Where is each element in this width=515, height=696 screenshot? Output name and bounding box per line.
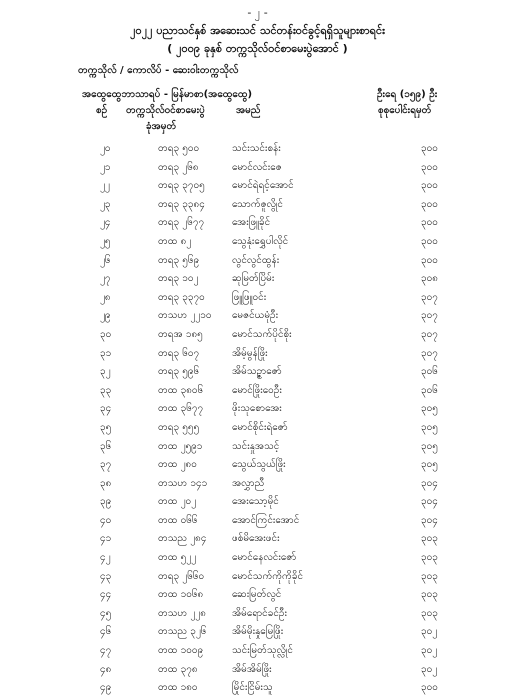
student-name: မောင်နေလင်းဇော်	[232, 552, 297, 564]
exam-code: တသည ၂၈၄	[158, 533, 207, 545]
table-row	[0, 250, 515, 269]
student-name: သွေယ်သွယ်ဖြိုး	[232, 459, 286, 471]
exam-code: တရ၃ ၃၃၇၀	[158, 291, 205, 303]
table-row	[0, 621, 515, 640]
exam-code: တထ ၂၀၂	[158, 496, 197, 508]
table-row	[0, 157, 515, 176]
results-table	[0, 138, 515, 696]
score: ၃၀၃	[421, 607, 438, 619]
row-number: ၃၉	[100, 496, 112, 508]
score: ၃၀၄	[421, 477, 438, 489]
table-row	[0, 343, 515, 362]
table-row	[0, 491, 515, 510]
student-name: အိမ်သဉ္ဇာဇော်	[232, 366, 282, 378]
row-number: ၃၅	[100, 421, 112, 433]
col-header-exam-code: တက္ကသိုလ်ဝင်စာမေးပွဲ	[126, 105, 205, 116]
row-number: ၄၆	[100, 626, 112, 638]
row-number: ၃၈	[100, 477, 112, 489]
exam-code: တရ၃ ၅၀၀	[158, 143, 200, 154]
title-line-2: ( ၂၀၀၉ ခုနှစ် တက္ကသိုလ်ဝင်စာမေးပွဲအောင် )	[167, 42, 348, 55]
student-name: ဖိုးသုစောအေး	[232, 403, 282, 415]
title-line-1: ၂၀၂၂ ပညာသင်နှစ် အဆေးသင် သင်တန်းဝင်ခွင့်ရရှိသူများစာရင်း	[130, 24, 385, 37]
exam-code: တထ ၅၂၂	[158, 552, 197, 564]
score: ၃၀၇	[421, 347, 438, 359]
table-row	[0, 584, 515, 603]
exam-code: တရ၃ ၆၀၇	[158, 347, 200, 359]
exam-code: တရ၃ ၃၃၈၄	[158, 198, 205, 210]
exam-code: တထ ၁၀၆၈	[158, 589, 204, 601]
student-name: မောင်ဖြိုးဝေဦး	[232, 384, 282, 396]
row-number: ၄၉	[100, 682, 112, 694]
table-row	[0, 175, 515, 194]
exam-code: တထ ၁၈၀	[158, 682, 198, 694]
table-row	[0, 138, 515, 157]
exam-code: တရအ ၁၈၅	[158, 328, 203, 340]
count-header: ဦးရေ (၁၅၉) ဦး	[377, 89, 438, 100]
table-row	[0, 547, 515, 566]
row-number: ၂၄	[100, 217, 111, 229]
table-row	[0, 454, 515, 473]
score: ၃၀၂	[421, 626, 438, 638]
row-number: ၃၇	[100, 459, 112, 471]
score: ၃၀၆	[421, 366, 438, 378]
col-header-score: စုစုပေါင်းရမှတ်	[378, 105, 432, 116]
department-header: အထွေထွေဘာသာရပ် - မြန်မာစာ(အထွေထွေ)	[82, 89, 253, 100]
score: ၃၀၃	[421, 570, 438, 582]
exam-code: တရ၃ ၃၇၀၅	[158, 180, 205, 192]
row-number: ၄၃	[100, 570, 112, 582]
table-row	[0, 659, 515, 678]
score: ၃၀၀	[421, 161, 438, 173]
table-row	[0, 417, 515, 436]
score: ၃၀၀	[421, 217, 438, 229]
exam-code: တထ ၃၇၈	[158, 663, 198, 675]
student-name: သွေနုံးရွှေပါလိုင်	[232, 235, 289, 247]
row-number: ၃၄	[100, 403, 112, 415]
student-name: ဖြူဖြူဝင်း	[232, 291, 267, 303]
score: ၃၀၈	[421, 273, 438, 285]
exam-code: တထ ၀၆၆	[158, 514, 198, 526]
row-number: ၄၅	[100, 607, 112, 619]
table-row	[0, 194, 515, 213]
score: ၃၀၆	[421, 384, 438, 396]
score: ၃၀၂	[421, 645, 438, 657]
table-row	[0, 398, 515, 417]
location-line: တက္ကသိုလ် / ကောလိပ် - ဆေးဝါးတက္ကသိုလ်	[78, 65, 239, 76]
exam-code: တထ ၂၈၀	[158, 459, 197, 471]
table-row	[0, 231, 515, 250]
row-number: ၃၁	[100, 347, 112, 359]
score: ၃၀၄	[421, 514, 438, 526]
exam-code: တထ ၈၂	[158, 235, 192, 247]
student-name: အိမ်မိုးနှုမြေဖြိုး	[232, 626, 284, 638]
col-header-exam-code-2: ခုံအမှတ်	[146, 121, 177, 132]
exam-code: တထ ၂၅၉၁	[158, 440, 203, 452]
row-number: ၃၃	[100, 384, 112, 396]
score: ၃၀၀	[421, 254, 438, 266]
table-row	[0, 640, 515, 659]
student-name: သင်းသင်းစန်း	[232, 143, 281, 154]
score: ၃၀၅	[421, 421, 438, 433]
col-header-no: စဉ်	[96, 105, 108, 116]
table-row	[0, 677, 515, 696]
row-number: ၂၁	[100, 161, 111, 173]
table-row	[0, 473, 515, 492]
student-name: မြိုင်းငြိမ်းသူ	[232, 682, 273, 694]
student-name: ဆေးမြတ်လွင်	[232, 589, 282, 601]
exam-code: တရ၃ ၂၆၇၇	[158, 217, 205, 229]
exam-code: တထ ၁၀၀၉	[158, 645, 204, 657]
row-number: ၄၇	[100, 645, 112, 657]
student-name: အိမ်အိမ်ဖြိုး	[232, 663, 272, 675]
row-number: ၃၀	[100, 328, 112, 340]
student-name: အေးသော့မိုင်	[232, 496, 279, 508]
table-row	[0, 510, 515, 529]
col-header-name: အမည်	[236, 105, 261, 116]
score: ၃၀၃	[421, 589, 438, 601]
student-name: မောင်သက်ပိုင်စိုး	[232, 328, 292, 340]
exam-code: တရ၃ ၂၆၈	[158, 161, 199, 173]
score: ၃၀၅	[421, 403, 438, 415]
exam-code: တရ၃ ၅၉၆	[158, 366, 200, 378]
score: ၃၀၃	[421, 533, 438, 545]
score: ၃၀၃	[421, 552, 438, 564]
exam-code: တရ၃ ၁၀၂	[158, 273, 199, 285]
score: ၃၀၅	[421, 459, 438, 471]
row-number: ၂၉	[100, 310, 111, 322]
score: ၃၀၂	[421, 663, 438, 675]
exam-code: တရ၃ ၅၅၅	[158, 421, 200, 433]
table-row	[0, 528, 515, 547]
row-number: ၂၆	[100, 254, 111, 266]
student-name: သင်းမြတ်သုလ္လိုင်	[232, 645, 293, 657]
row-number: ၄၈	[100, 663, 112, 675]
table-row	[0, 566, 515, 585]
row-number: ၄၄	[100, 589, 112, 601]
exam-code: တရ၃ ၂၆၆၀	[158, 570, 205, 582]
row-number: ၂၃	[100, 198, 111, 210]
table-row	[0, 212, 515, 231]
score: ၃၀၀	[421, 198, 438, 210]
exam-code: တသဟ ၂၂၈	[158, 607, 206, 619]
exam-code: တသည ၃၂၆	[158, 626, 207, 638]
table-row	[0, 603, 515, 622]
student-name: မောင်စိုင်းရဲဇော်	[232, 421, 288, 433]
row-number: ၄၀	[100, 514, 112, 526]
exam-code: တထ ၃၈၀၆	[158, 384, 204, 396]
student-name: မောင်သက်ကိုကိုခိုင်	[232, 570, 303, 582]
student-name: လွင်လွင်ထွန်း	[232, 254, 280, 266]
student-name: မေဇင်ယမုံဦး	[232, 310, 279, 322]
score: ၃၀၇	[421, 310, 438, 322]
score: ၃၀၀	[421, 180, 438, 192]
exam-code: တသဟ ၂၂၁၀	[158, 310, 212, 322]
row-number: ၂၇	[100, 273, 111, 285]
table-row	[0, 324, 515, 343]
row-number: ၄၁	[100, 533, 112, 545]
score: ၃၀၇	[421, 328, 438, 340]
table-row	[0, 305, 515, 324]
score: ၃၀၅	[421, 440, 438, 452]
student-name: အောင်ကြင်းအောင်	[232, 514, 300, 526]
row-number: ၄၂	[100, 552, 111, 564]
student-name: ဖစ်မိအေးဖင်း	[232, 533, 280, 545]
table-row	[0, 268, 515, 287]
table-row	[0, 436, 515, 455]
student-name: မောင်ရဲရင့်အောင်	[232, 180, 294, 192]
student-name: မောင်လင်းဇေ	[232, 161, 282, 173]
exam-code: တသဟ ၁၄၁	[158, 477, 208, 489]
table-row	[0, 380, 515, 399]
student-name: သောက်ဇူလွိုင်	[232, 198, 283, 210]
score: ၃၀၀	[421, 143, 438, 154]
student-name: အလွှာညီ	[232, 477, 265, 489]
score: ၃၀၄	[421, 496, 438, 508]
student-name: သင်းနှုအသင့်	[232, 440, 280, 452]
row-number: ၂၂	[100, 180, 110, 192]
table-row	[0, 361, 515, 380]
score: ၃၀၀	[421, 682, 438, 694]
student-name: အိမ်ရောင်ခင်ဦး	[232, 607, 287, 619]
student-name: အေးဖြူခိုင်	[232, 217, 271, 229]
page-number: - ၂ -	[247, 6, 268, 19]
score: ၃၀၇	[421, 291, 438, 303]
row-number: ၂၈	[100, 291, 111, 303]
row-number: ၂၀	[100, 143, 111, 154]
score: ၃၀၀	[421, 235, 438, 247]
exam-code: တထ ၃၆၇၇	[158, 403, 204, 415]
row-number: ၃၂	[100, 366, 111, 378]
table-row	[0, 287, 515, 306]
student-name: အိမ့်မွန်ဖြိုး	[232, 347, 268, 359]
exam-code: တရ၃ ၅၆၉	[158, 254, 200, 266]
row-number: ၃၆	[100, 440, 112, 452]
row-number: ၂၅	[100, 235, 111, 247]
student-name: ဆုမြတ်ပြိမ်း	[232, 273, 275, 285]
